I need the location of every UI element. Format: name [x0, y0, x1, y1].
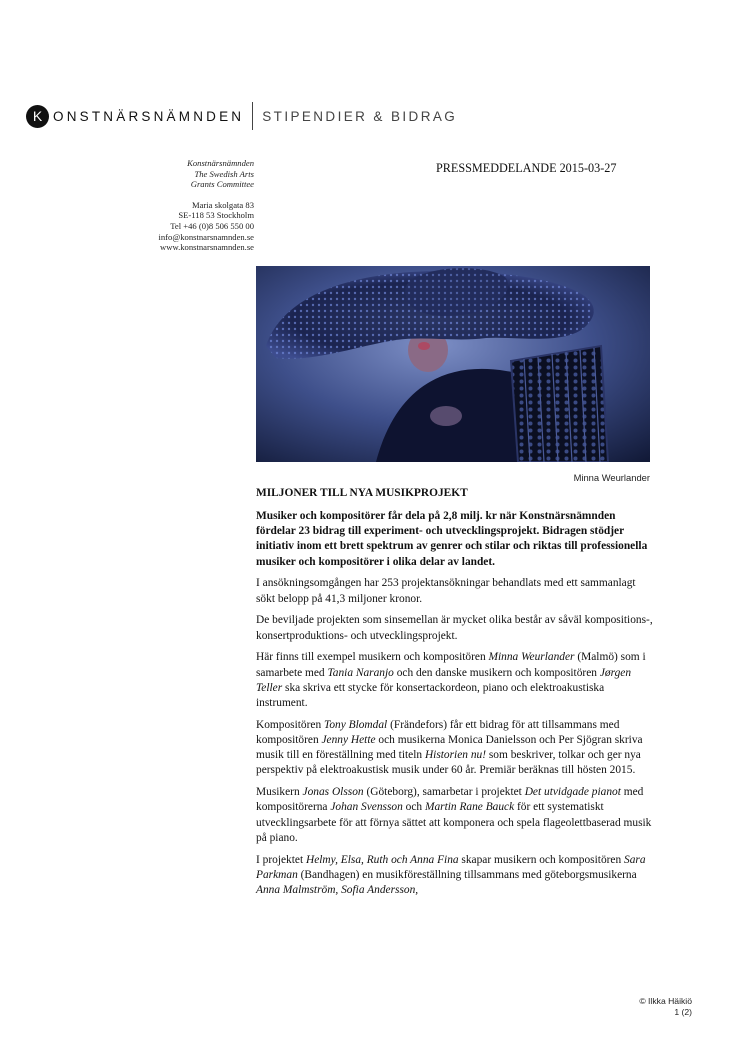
- photo-credit: © Ilkka Häikiö: [639, 996, 692, 1006]
- org-name-sv: Konstnärsnämnden: [187, 158, 254, 168]
- person-name: Sara Parkman: [256, 853, 646, 881]
- street-address: Maria skolgata 83: [191, 199, 254, 210]
- logo-circle: K: [26, 105, 49, 128]
- project-title: Det utvidgade pianot: [524, 786, 621, 799]
- email-address[interactable]: info@konstnarsnamnden.se: [158, 231, 254, 242]
- footer: [639, 996, 692, 1018]
- logo: [26, 104, 457, 128]
- logo-divider: [252, 102, 253, 130]
- paragraph-2: De beviljade projekten som sinsemellan är mycket olika består av såväl kompositions-, konsertproduktions- och utvecklingsprojekt.: [256, 614, 653, 642]
- paragraph-3: Här finns till exempel musikern och kompositören Minna Weurlander (Malmö) som i samarbete med Tania Naranjo och den danske musikern och kompositören Jørgen Teller ska skriva ett stycke för konsertackordeon, piano och elektroakustiska instrument.: [256, 651, 646, 710]
- phone-number: Tel +46 (0)8 506 550 00: [170, 220, 254, 231]
- person-name: Jørgen Teller: [256, 666, 632, 694]
- photo: [256, 266, 650, 462]
- person-name: Minna Weurlander: [488, 651, 575, 664]
- work-title: Historien nu!: [424, 749, 487, 762]
- photo-illustration: [256, 266, 650, 462]
- paragraph-6: I projektet Helmy, Elsa, Ruth och Anna Fina skapar musikern och kompositören Sara Parkman (Bandhagen) en musikföreställning tillsammans med göteborgsmusikerna Anna Malmström, Sofia Andersson,: [256, 853, 646, 897]
- accordion-shape: [511, 346, 608, 462]
- photo-caption: Minna Weurlander: [573, 472, 650, 483]
- paragraph-4: Kompositören Tony Blomdal (Frändefors) får ett bidrag för att tillsammans med kompositören Jenny Hette och musikerna Monica Danielsson och Per Sjögran skriva musik till en föreställning med titeln Historien nu! som beskriver, tolkar och ger nya perspektiv på elektroakustisk musik under 60 år. Premiär beräknas till hösten 2015.: [256, 718, 643, 777]
- paragraph-5: Musikern Jonas Olsson (Göteborg), samarbetar i projektet Det utvidgade pianot med kompositörerna Johan Svensson och Martin Rane Bauck för ett systematiskt utvecklingsarbete för att förnya sättet att komponera och spela flageolettbaserad musik på piano.: [256, 786, 652, 844]
- person-name: Martin Rane Bauck: [424, 801, 515, 814]
- article-lead: Musiker och kompositörer får dela på 2,8 milj. kr när Konstnärsnämnden fördelar 23 bidrag till experiment- och utvecklingsprojekt. Bidragen stödjer initiativ inom ett brett spektrum av genrer och stilar och riktas till professionella musiker och kompositörer i olika delar av landet.: [256, 510, 648, 568]
- person-name: Jonas Olsson: [302, 786, 364, 799]
- postal-city: SE-118 53 Stockholm: [178, 210, 254, 221]
- person-name: Tania Naranjo: [327, 666, 394, 679]
- article-headline: MILJONER TILL NYA MUSIKPROJEKT: [256, 487, 468, 499]
- org-name-en-2: Grants Committee: [190, 179, 254, 190]
- logo-wordmark: ONSTNÄRSNÄMNDEN: [53, 108, 245, 124]
- project-title: Helmy, Elsa, Ruth och Anna Fina: [305, 853, 459, 866]
- paragraph-1: I ansökningsomgången har 253 projektansökningar behandlats med ett sammanlagt sökt belopp på 41,3 miljoner kronor.: [256, 577, 636, 605]
- person-name: Tony Blomdal: [324, 718, 388, 731]
- org-name-en-1: The Swedish Arts: [194, 168, 254, 179]
- person-name: Anna Malmström, Sofia Andersson,: [256, 884, 419, 897]
- website[interactable]: www.konstnarsnamnden.se: [160, 242, 254, 253]
- page-number: 1 (2): [674, 1007, 692, 1017]
- person-name: Johan Svensson: [330, 801, 403, 814]
- press-release-label: PRESSMEDDELANDE 2015-03-27: [436, 161, 617, 175]
- logo-subtitle: STIPENDIER & BIDRAG: [262, 108, 458, 124]
- address-block: [54, 158, 254, 253]
- person-name: Jenny Hette: [321, 734, 376, 747]
- article-body: [256, 486, 656, 905]
